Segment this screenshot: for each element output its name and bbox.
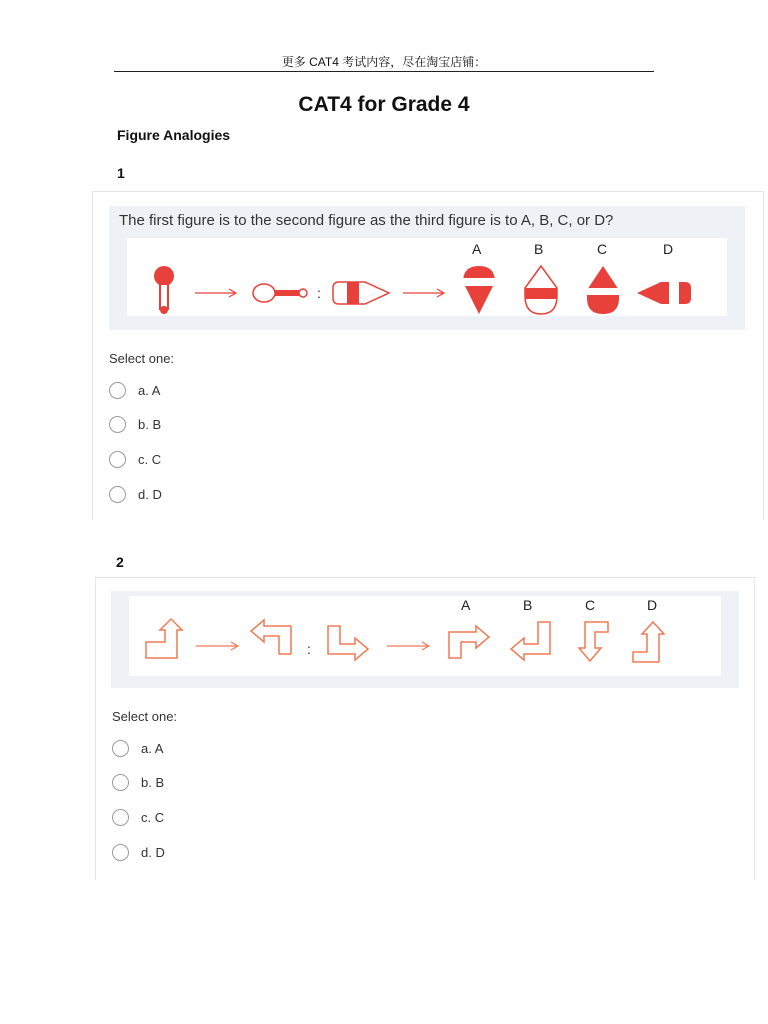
q2-arrow-1 [196, 642, 238, 650]
question-2-panel [111, 591, 739, 688]
question-2-card [95, 577, 755, 880]
q2-colon: : [307, 641, 311, 657]
header-rule [114, 71, 654, 72]
option-label: b. B [138, 416, 162, 432]
radio-button[interactable] [109, 486, 126, 503]
q2-answer-a [449, 597, 489, 658]
question-2-option-a[interactable] [112, 738, 163, 758]
question-2-option-b[interactable] [112, 772, 164, 792]
option-label: c. C [138, 451, 162, 467]
q2-answer-b [511, 597, 550, 660]
question-1-card [92, 191, 764, 520]
question-1-number: 1 [117, 165, 125, 181]
option-label: d. D [138, 486, 162, 502]
option-label: a. A [138, 382, 161, 398]
question-2-figures [129, 596, 721, 676]
question-1-option-c[interactable] [109, 449, 161, 469]
question-1-figures [127, 238, 727, 316]
radio-button[interactable] [112, 774, 129, 791]
q1-answer-b-letter: B [534, 241, 544, 257]
radio-button[interactable] [112, 809, 129, 826]
q1-answer-d-letter: D [663, 241, 674, 257]
q2-figure-1 [146, 619, 182, 658]
q2-answer-d [633, 597, 664, 662]
q2-arrow-2 [387, 642, 429, 650]
q2-answer-c-letter: C [585, 597, 596, 613]
question-1-panel [109, 206, 745, 330]
q1-answer-b [525, 241, 557, 314]
question-1-select-label: Select one: [109, 351, 175, 366]
section-title: Figure Analogies [117, 127, 231, 143]
question-1-option-a[interactable] [109, 380, 160, 400]
option-label: a. A [141, 740, 164, 756]
q1-figure-3 [333, 282, 389, 304]
radio-button[interactable] [109, 382, 126, 399]
q2-answer-a-letter: A [461, 597, 471, 613]
radio-button[interactable] [112, 844, 129, 861]
question-2-number: 2 [116, 554, 124, 570]
q2-figure-3 [328, 626, 368, 660]
q1-arrow-2 [403, 289, 444, 297]
radio-button[interactable] [112, 740, 129, 757]
question-2-option-d[interactable] [112, 842, 165, 862]
q1-answer-c-letter: C [597, 241, 608, 257]
q1-figure-2 [253, 284, 307, 302]
option-label: b. B [141, 774, 165, 790]
question-2-select-label: Select one: [112, 709, 178, 724]
question-2-figure-row [129, 596, 721, 676]
q2-answer-d-letter: D [647, 597, 658, 613]
q1-colon: : [317, 285, 321, 301]
document-title: CAT4 for Grade 4 [298, 93, 470, 116]
option-label: c. C [141, 809, 165, 825]
q1-answer-a [463, 241, 495, 314]
question-1-option-b[interactable] [109, 414, 161, 434]
q1-answer-c [587, 241, 619, 314]
q2-answer-c [579, 597, 608, 661]
q1-arrow-1 [195, 289, 236, 297]
radio-button[interactable] [109, 451, 126, 468]
radio-button[interactable] [109, 416, 126, 433]
q2-answer-b-letter: B [523, 597, 533, 613]
q1-figure-1 [154, 266, 174, 314]
question-1-figure-row [127, 238, 727, 316]
question-1-prompt: The first figure is to the second figure as the third figure is to A, B, C, or D? [119, 212, 614, 229]
question-2-option-c[interactable] [112, 807, 164, 827]
header-note: 更多 CAT4 考试内容，尽在淘宝店铺： [281, 55, 487, 69]
option-label: d. D [141, 844, 165, 860]
q1-answer-a-letter: A [472, 241, 482, 257]
question-1-option-d[interactable] [109, 484, 162, 504]
q2-figure-2 [251, 620, 291, 654]
q1-answer-d [637, 241, 691, 304]
